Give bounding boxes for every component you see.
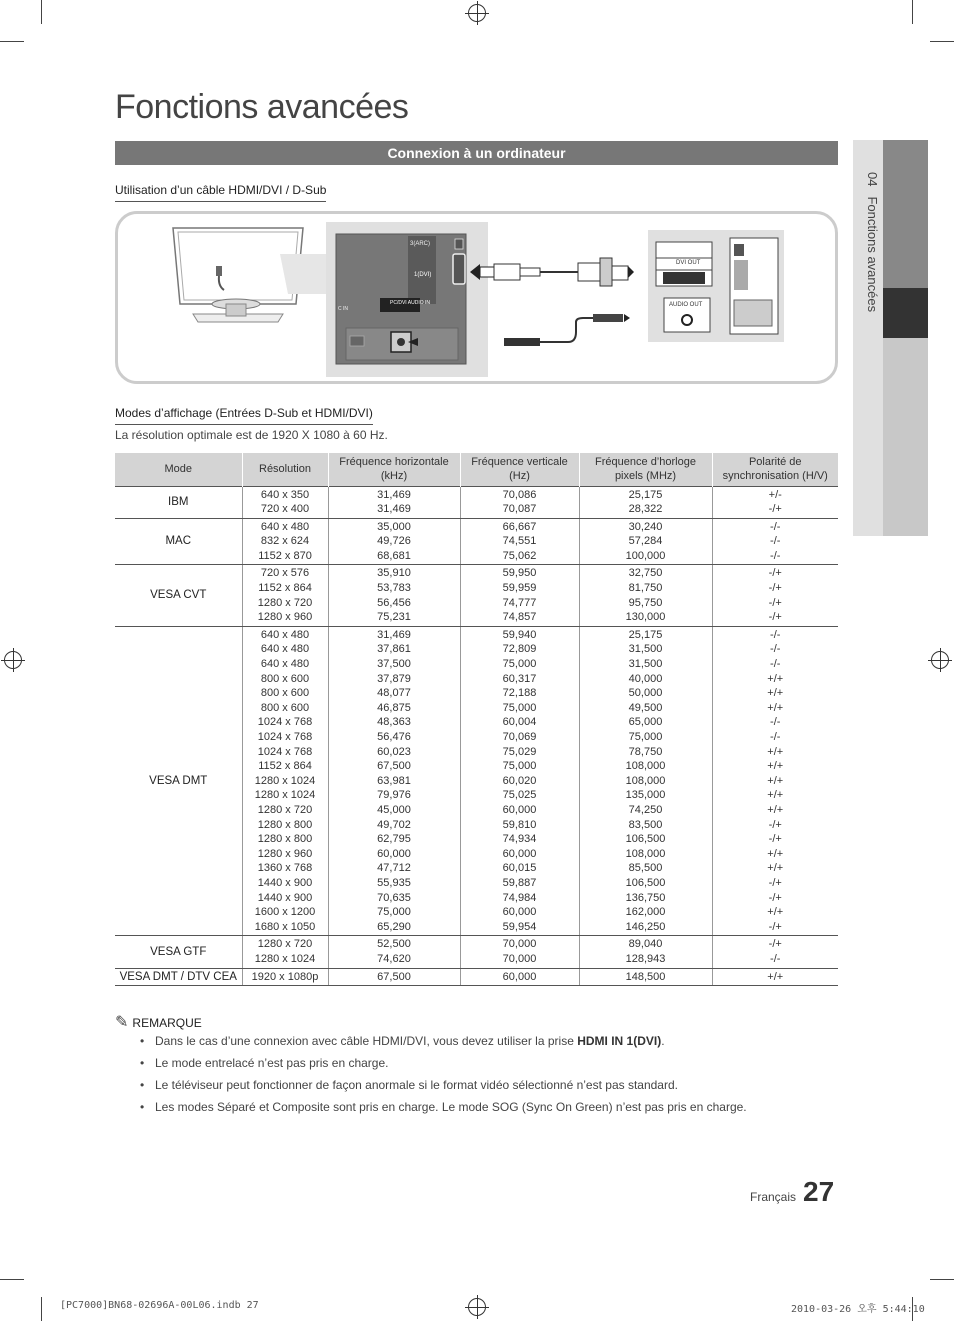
table-row [115, 565, 838, 626]
value-line: 74,551 [502, 535, 537, 548]
value-line: 65,000 [628, 716, 663, 729]
value-line: 60,000 [502, 847, 537, 860]
value-line: 35,910 [377, 567, 411, 580]
value-cell [579, 486, 712, 518]
registration-mark-icon [931, 651, 949, 669]
value-line: 106,500 [625, 876, 666, 889]
crop-mark [41, 0, 42, 24]
value-line: 1152 x 864 [258, 760, 312, 773]
hdmi-dvi-cable-icon [470, 258, 634, 286]
value-line: 75,000 [628, 731, 663, 743]
value-line: 800 x 600 [260, 672, 310, 685]
connection-diagram-art [118, 214, 835, 381]
value-line: 1152 x 870 [258, 549, 312, 562]
value-line: +/+ [767, 672, 784, 685]
mode-cell: MAC [115, 518, 242, 565]
value-line: 35,000 [377, 520, 411, 533]
value-line: 75,025 [502, 789, 537, 802]
mode-cell: IBM [115, 486, 242, 518]
value-line: 60,000 [502, 803, 537, 816]
value-cell [460, 486, 579, 518]
value-cell [579, 565, 712, 626]
value-line: 1280 x 720 [257, 803, 313, 816]
port-hdmi1-label: 1(DVI) [414, 272, 432, 278]
tv-back-icon [173, 228, 303, 322]
value-line: 1024 x 768 [257, 745, 313, 758]
value-line: 800 x 600 [260, 701, 310, 714]
value-line: 85,500 [628, 862, 663, 875]
mode-cell: VESA DMT / DTV CEA [115, 968, 242, 986]
registration-mark-icon [4, 651, 22, 669]
col-header-polarity: Polarité de synchronisation (H/V) [712, 453, 838, 486]
value-line: -/- [770, 731, 781, 743]
note-item: • Le téléviseur peut fonctionner de façon anormale si le format vidéo sélectionné n’est pas standard. [140, 1078, 678, 1092]
connection-diagram [115, 211, 838, 384]
value-line: 32,750 [628, 567, 663, 580]
value-cell [712, 518, 838, 565]
value-line: 1440 x 900 [257, 876, 313, 889]
value-cell [242, 518, 328, 565]
value-cell [460, 518, 579, 565]
note-item: • Les modes Séparé et Composite sont pris en charge. Le mode SOG (Sync On Green) n’est pas pris en charge. [140, 1100, 747, 1114]
table-row [115, 968, 838, 986]
value-line: 60,317 [502, 672, 537, 685]
value-line: 640 x 480 [260, 658, 310, 671]
value-line: 75,029 [502, 745, 537, 758]
value-line: 1280 x 800 [257, 818, 313, 831]
value-line: +/+ [767, 701, 784, 714]
value-line: -/- [770, 535, 781, 548]
value-cell [579, 626, 712, 935]
value-cell [579, 936, 712, 968]
value-line: 1600 x 1200 [254, 906, 316, 919]
crop-mark [912, 0, 913, 24]
value-line: -/+ [768, 891, 782, 904]
mode-cell: VESA CVT [115, 565, 242, 626]
value-cell [712, 565, 838, 626]
value-line: 640 x 350 [260, 488, 310, 501]
note-heading [115, 1012, 202, 1032]
value-line: -/+ [768, 567, 782, 580]
col-header-resolution: Résolution [242, 453, 328, 486]
value-line: +/+ [767, 970, 784, 983]
value-line: 74,934 [502, 833, 537, 846]
value-line: 75,000 [502, 658, 537, 671]
value-line: 56,476 [377, 731, 411, 743]
value-line: 1280 x 1024 [254, 952, 316, 965]
crop-mark [0, 41, 24, 42]
pc-dvi-out-label: DVI OUT [676, 260, 701, 266]
crop-mark [930, 1279, 954, 1280]
port-pc-dvi-audio-label: PC/DVI AUDIO IN [390, 300, 431, 306]
value-line: -/+ [768, 503, 782, 516]
value-line: +/+ [767, 847, 784, 860]
value-line: +/- [768, 488, 782, 501]
value-line: 70,635 [377, 891, 411, 904]
value-cell [460, 968, 579, 986]
value-cell [328, 486, 460, 518]
value-line: 83,500 [628, 818, 663, 831]
value-line: +/+ [767, 745, 784, 758]
value-line: 60,015 [502, 862, 537, 875]
value-line: 31,500 [628, 658, 663, 671]
value-line: 1280 x 1024 [254, 789, 316, 802]
value-line: +/+ [767, 803, 784, 816]
value-line: 1280 x 1024 [254, 774, 316, 787]
value-cell [242, 486, 328, 518]
table-row [115, 518, 838, 565]
table-header-row [115, 453, 838, 486]
crop-mark [0, 1279, 24, 1280]
value-line: 148,500 [625, 970, 666, 983]
registration-mark-icon [468, 1298, 486, 1316]
value-cell [328, 936, 460, 968]
footer-language: Français [750, 1190, 797, 1204]
value-line: 31,500 [628, 643, 663, 656]
value-line: 60,023 [377, 745, 411, 758]
optimal-resolution-text: La résolution optimale est de 1920 X 1080 à 60 Hz. [115, 428, 388, 442]
value-cell [460, 565, 579, 626]
value-line: 70,000 [502, 952, 537, 965]
notes-list [140, 1034, 830, 1122]
value-line: 1360 x 768 [257, 862, 313, 875]
value-cell [328, 626, 460, 935]
value-line: -/+ [768, 818, 782, 831]
value-line: 108,000 [625, 760, 666, 773]
value-line: 108,000 [625, 847, 666, 860]
value-line: 62,795 [377, 833, 411, 846]
value-line: 59,940 [502, 628, 537, 641]
value-line: -/+ [768, 920, 782, 933]
value-line: 70,069 [502, 731, 537, 743]
value-line: -/+ [768, 611, 782, 624]
value-line: 40,000 [628, 672, 663, 685]
value-cell [328, 565, 460, 626]
value-line: 135,000 [625, 789, 666, 802]
value-line: 146,250 [625, 920, 666, 933]
value-line: 75,231 [377, 611, 411, 624]
value-line: 57,284 [628, 535, 663, 548]
print-slug-file: [PC7000]BN68-02696A-00L06.indb 27 [60, 1300, 259, 1311]
value-line: 60,000 [502, 906, 537, 919]
chapter-number: 04 [865, 172, 880, 187]
value-line: 70,087 [502, 503, 537, 516]
value-line: 75,000 [377, 906, 411, 919]
value-line: 31,469 [377, 488, 411, 501]
value-line: 75,062 [502, 549, 537, 562]
value-line: 106,500 [625, 833, 666, 846]
value-line: 75,000 [502, 701, 537, 714]
table-row [115, 486, 838, 518]
mode-cell: VESA GTF [115, 936, 242, 968]
value-line: 100,000 [625, 549, 666, 562]
value-line: 60,000 [502, 970, 537, 983]
value-line: 49,726 [377, 535, 411, 548]
value-line: 31,469 [377, 503, 411, 516]
value-line: 720 x 576 [260, 567, 310, 580]
value-line: -/+ [768, 596, 782, 609]
value-line: 640 x 480 [260, 520, 310, 533]
value-line: 70,086 [502, 488, 537, 501]
value-cell [460, 626, 579, 935]
value-line: 81,750 [628, 582, 663, 595]
value-line: -/- [770, 520, 781, 533]
value-cell [460, 936, 579, 968]
value-line: 95,750 [628, 596, 663, 609]
display-modes-heading: Modes d’affichage (Entrées D-Sub et HDMI/DVI) [115, 406, 373, 425]
value-line: +/+ [767, 906, 784, 919]
value-line: 1024 x 768 [257, 716, 313, 729]
value-line: -/+ [768, 938, 782, 951]
value-cell [328, 968, 460, 986]
value-line: 59,810 [502, 818, 537, 831]
value-line: 1024 x 768 [257, 731, 313, 743]
value-line: +/+ [767, 687, 784, 700]
value-line: 1280 x 720 [257, 596, 313, 609]
page-number: 27 [803, 1176, 835, 1207]
col-header-mode: Mode [115, 453, 242, 486]
value-line: +/+ [767, 774, 784, 787]
value-line: 1280 x 960 [257, 611, 313, 624]
value-line: 1920 x 1080p [251, 970, 319, 983]
value-line: 50,000 [628, 687, 663, 700]
value-line: 640 x 480 [260, 643, 310, 656]
chapter-side-label [865, 172, 880, 312]
value-line: 128,943 [625, 952, 666, 965]
value-line: 68,681 [377, 549, 411, 562]
value-line: 59,954 [502, 920, 537, 933]
page-title: Fonctions avancées [115, 88, 409, 126]
value-line: 28,322 [628, 503, 663, 516]
value-line: 30,240 [628, 520, 663, 533]
value-line: 800 x 600 [260, 687, 310, 700]
value-line: 53,783 [377, 582, 411, 595]
value-cell [242, 626, 328, 935]
value-line: -/- [770, 643, 781, 656]
value-line: 46,875 [377, 701, 411, 714]
value-line: 74,857 [502, 611, 537, 624]
value-line: 56,456 [377, 596, 411, 609]
value-line: 59,950 [502, 567, 537, 580]
mode-cell: VESA DMT [115, 626, 242, 935]
value-line: 72,809 [502, 643, 537, 656]
col-header-vfreq: Fréquence verticale (Hz) [460, 453, 579, 486]
value-line: 1152 x 864 [258, 582, 312, 595]
value-line: 45,000 [377, 803, 411, 816]
value-cell [712, 968, 838, 986]
table-row [115, 936, 838, 968]
pc-audio-out-label: AUDIO OUT [669, 302, 703, 308]
value-line: 70,000 [502, 938, 537, 951]
chapter-title: Fonctions avancées [865, 196, 880, 313]
value-line: 25,175 [628, 488, 663, 501]
value-line: 1280 x 960 [257, 847, 313, 860]
value-cell [242, 565, 328, 626]
note-heading-label: REMARQUE [132, 1016, 202, 1030]
value-line: 67,500 [377, 760, 411, 773]
value-line: 108,000 [625, 774, 666, 787]
port-c-in-label: C IN [338, 306, 348, 312]
value-line: 136,750 [625, 891, 666, 904]
crop-mark [930, 41, 954, 42]
value-cell [712, 936, 838, 968]
crop-mark [41, 1297, 42, 1321]
value-cell [242, 936, 328, 968]
value-line: 55,935 [377, 876, 411, 889]
col-header-hfreq: Fréquence horizontale (kHz) [328, 453, 460, 486]
value-line: 79,976 [377, 789, 411, 802]
registration-mark-icon [468, 4, 486, 22]
value-cell [579, 968, 712, 986]
value-line: 65,290 [377, 920, 411, 933]
value-line: 60,000 [377, 847, 411, 860]
value-line: 832 x 624 [260, 535, 310, 548]
value-line: -/- [770, 952, 781, 965]
value-line: 63,981 [377, 774, 411, 787]
table-row [115, 626, 838, 935]
value-line: 1280 x 720 [257, 938, 313, 951]
value-line: 162,000 [625, 906, 666, 919]
note-item: • Dans le cas d’une connexion avec câble HDMI/DVI, vous devez utiliser la prise HDMI IN 1(DVI). [140, 1034, 665, 1048]
value-line: 52,500 [377, 938, 411, 951]
cable-heading: Utilisation d’un câble HDMI/DVI / D-Sub [115, 183, 326, 202]
value-line: 72,188 [502, 687, 537, 700]
value-line: 67,500 [377, 970, 411, 983]
value-line: 37,500 [377, 658, 411, 671]
value-line: -/- [770, 716, 781, 729]
value-line: -/- [770, 549, 781, 562]
value-line: 48,363 [377, 716, 411, 729]
note-item: • Le mode entrelacé n’est pas pris en charge. [140, 1056, 389, 1070]
port-hdmi-arc-label: 3(ARC) [410, 241, 431, 247]
value-line: 130,000 [625, 611, 666, 624]
value-cell [712, 486, 838, 518]
section-title-bar: Connexion à un ordinateur [115, 141, 838, 165]
value-cell [579, 518, 712, 565]
value-cell [242, 968, 328, 986]
value-line: 1440 x 900 [257, 891, 313, 904]
col-header-clock: Fréquence d’horloge pixels (MHz) [579, 453, 712, 486]
value-line: 78,750 [628, 745, 663, 758]
value-line: 89,040 [628, 938, 663, 951]
value-line: 640 x 480 [260, 628, 310, 641]
value-cell [712, 626, 838, 935]
value-line: +/+ [767, 789, 784, 802]
value-line: +/+ [767, 862, 784, 875]
display-modes-table [115, 453, 838, 986]
value-line: 49,500 [628, 701, 663, 714]
value-line: 59,959 [502, 582, 537, 595]
value-line: 720 x 400 [260, 503, 310, 516]
value-line: 66,667 [502, 520, 537, 533]
value-line: 74,777 [502, 596, 537, 609]
value-line: 31,469 [377, 628, 411, 641]
value-line: +/+ [767, 760, 784, 773]
value-line: 60,004 [502, 716, 537, 729]
print-slug-date: 2010-03-26 오후 5:44:10 [791, 1304, 925, 1315]
pc-back-icon [648, 230, 784, 342]
value-cell [328, 518, 460, 565]
value-line: 59,887 [502, 876, 537, 889]
value-line: 60,020 [502, 774, 537, 787]
value-line: -/- [770, 658, 781, 671]
value-line: -/- [770, 628, 781, 641]
value-line: 25,175 [628, 628, 663, 641]
value-line: 37,861 [377, 643, 411, 656]
value-line: 74,250 [628, 803, 663, 816]
value-line: 47,712 [377, 862, 411, 875]
value-line: -/+ [768, 582, 782, 595]
value-line: 74,620 [377, 952, 411, 965]
value-line: 1280 x 800 [257, 833, 313, 846]
value-line: 37,879 [377, 672, 411, 685]
value-line: 74,984 [502, 891, 537, 904]
pencil-icon: ✎ [115, 1014, 129, 1031]
value-line: 49,702 [377, 818, 411, 831]
value-line: 48,077 [377, 687, 411, 700]
value-line: -/+ [768, 876, 782, 889]
value-line: 1680 x 1050 [254, 920, 316, 933]
value-line: 75,000 [502, 760, 537, 773]
value-line: -/+ [768, 833, 782, 846]
